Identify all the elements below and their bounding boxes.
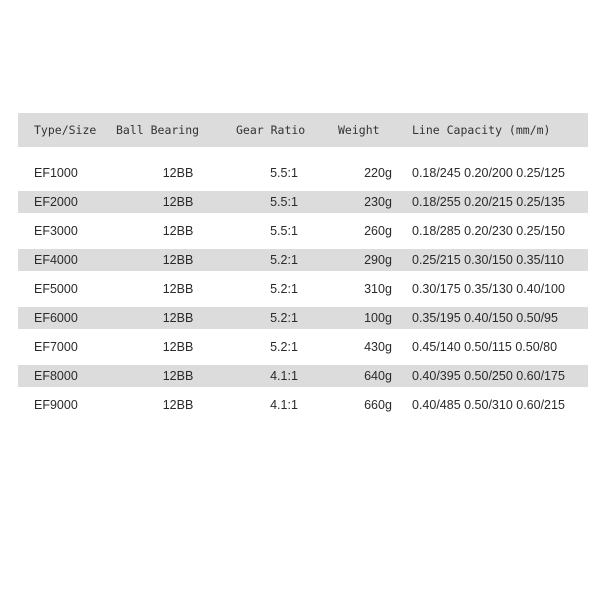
cell-ball-bearing: 12BB	[162, 369, 194, 383]
table-row	[18, 365, 588, 387]
cell-type-size: EF5000	[34, 282, 78, 296]
cell-line-capacity: 0.25/215 0.30/150 0.35/110	[412, 253, 564, 267]
cell-gear-ratio: 5.5:1	[270, 166, 298, 180]
cell-type-size: EF6000	[34, 311, 78, 325]
cell-type-size: EF9000	[34, 398, 78, 412]
cell-line-capacity: 0.35/195 0.40/150 0.50/95	[412, 311, 558, 325]
cell-weight: 660g	[364, 398, 392, 412]
cell-gear-ratio: 5.2:1	[270, 282, 298, 296]
spec-table	[18, 113, 588, 423]
cell-type-size: EF8000	[34, 369, 78, 383]
cell-weight: 220g	[364, 166, 392, 180]
header-gear-ratio: Gear Ratio	[236, 123, 306, 137]
cell-type-size: EF1000	[34, 166, 78, 180]
table-row	[18, 387, 588, 423]
cell-weight: 100g	[364, 311, 392, 325]
cell-gear-ratio: 5.5:1	[270, 195, 298, 209]
cell-weight: 640g	[364, 369, 392, 383]
cell-gear-ratio: 5.5:1	[270, 224, 298, 238]
cell-weight: 430g	[364, 340, 392, 354]
cell-ball-bearing: 12BB	[162, 340, 194, 354]
cell-ball-bearing: 12BB	[162, 398, 194, 412]
cell-weight: 260g	[364, 224, 392, 238]
header-type-size: Type/Size	[34, 123, 97, 137]
cell-line-capacity: 0.30/175 0.35/130 0.40/100	[412, 282, 565, 296]
cell-ball-bearing: 12BB	[162, 253, 194, 267]
table-row	[18, 271, 588, 307]
cell-line-capacity: 0.40/395 0.50/250 0.60/175	[412, 369, 565, 383]
cell-weight: 290g	[364, 253, 392, 267]
cell-ball-bearing: 12BB	[162, 195, 194, 209]
cell-gear-ratio: 5.2:1	[270, 340, 298, 354]
header-ball-bearing: Ball Bearing	[116, 123, 200, 137]
cell-type-size: EF7000	[34, 340, 78, 354]
cell-gear-ratio: 4.1:1	[270, 398, 298, 412]
cell-weight: 310g	[364, 282, 392, 296]
cell-line-capacity: 0.18/255 0.20/215 0.25/135	[412, 195, 565, 209]
table-row	[18, 307, 588, 329]
cell-gear-ratio: 5.2:1	[270, 311, 298, 325]
table-row	[18, 155, 588, 191]
table-row	[18, 191, 588, 213]
cell-ball-bearing: 12BB	[162, 311, 194, 325]
cell-gear-ratio: 5.2:1	[270, 253, 298, 267]
header-weight: Weight	[338, 123, 380, 137]
cell-ball-bearing: 12BB	[162, 166, 194, 180]
cell-line-capacity: 0.40/485 0.50/310 0.60/215	[412, 398, 565, 412]
cell-gear-ratio: 4.1:1	[270, 369, 298, 383]
cell-type-size: EF2000	[34, 195, 78, 209]
table-row	[18, 213, 588, 249]
cell-type-size: EF4000	[34, 253, 78, 267]
table-row	[18, 249, 588, 271]
cell-line-capacity: 0.18/245 0.20/200 0.25/125	[412, 166, 565, 180]
cell-ball-bearing: 12BB	[162, 224, 194, 238]
cell-ball-bearing: 12BB	[162, 282, 194, 296]
header-line-capacity: Line Capacity (mm/m)	[412, 123, 551, 137]
cell-line-capacity: 0.18/285 0.20/230 0.25/150	[412, 224, 565, 238]
cell-type-size: EF3000	[34, 224, 78, 238]
cell-weight: 230g	[364, 195, 392, 209]
table-row	[18, 329, 588, 365]
table-header-row	[18, 113, 588, 147]
cell-line-capacity: 0.45/140 0.50/115 0.50/80	[412, 340, 558, 354]
